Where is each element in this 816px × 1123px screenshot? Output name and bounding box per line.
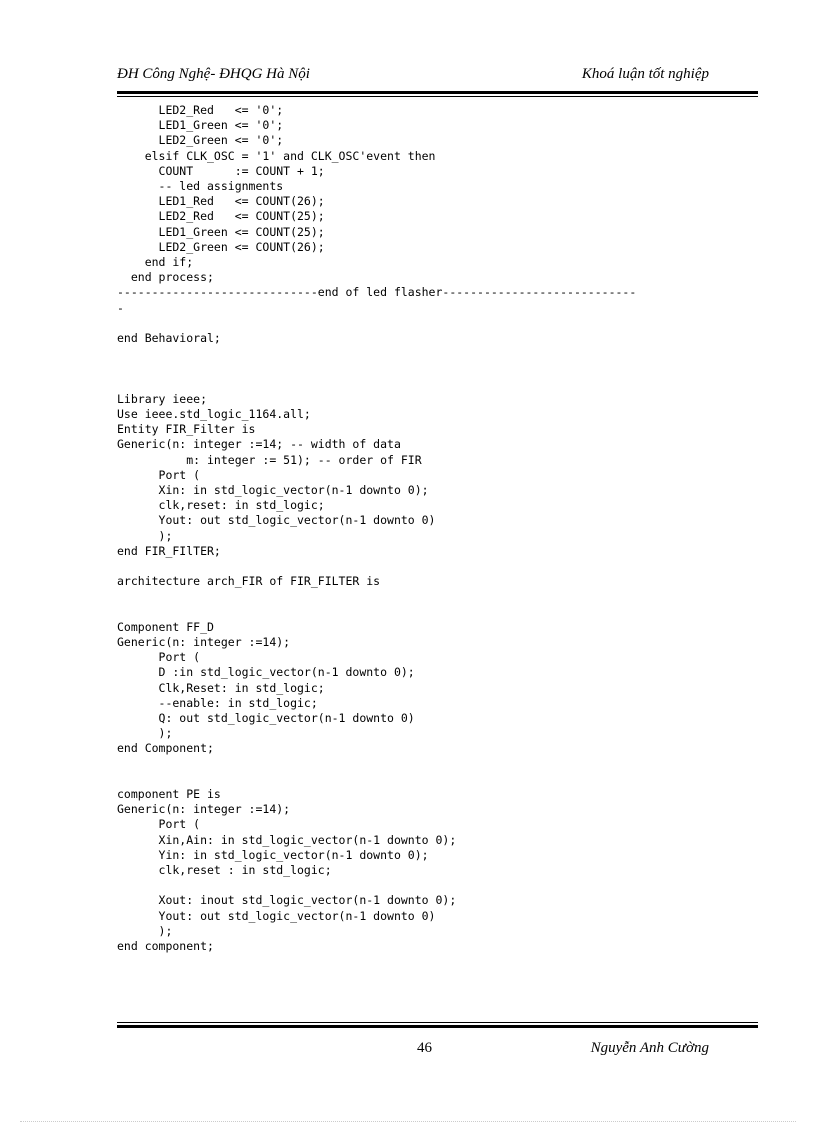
page-footer xyxy=(117,1040,758,1062)
code-line: Yout: out std_logic_vector(n-1 downto 0) xyxy=(117,513,436,528)
page-number: 46 xyxy=(417,1040,432,1056)
header-rule-thin xyxy=(117,96,758,97)
code-line: Xin: in std_logic_vector(n-1 downto 0); xyxy=(117,483,429,498)
code-line: LED1_Green <= '0'; xyxy=(117,118,284,133)
code-line: --enable: in std_logic; xyxy=(117,695,318,710)
code-line: LED2_Green <= COUNT(26); xyxy=(117,239,325,254)
code-line: clk,reset : in std_logic; xyxy=(117,863,332,878)
code-line: elsif CLK_OSC = '1' and CLK_OSC'event then xyxy=(117,148,436,163)
code-line: Generic(n: integer :=14); xyxy=(117,635,291,649)
code-line xyxy=(117,361,636,376)
code-line: Entity FIR_Filter is xyxy=(117,422,256,437)
code-line: component PE is xyxy=(117,787,221,801)
code-line: -- led assignments xyxy=(117,179,284,194)
code-line: -----------------------------end of led flasher---------------------------- xyxy=(117,285,637,300)
code-line: Yin: in std_logic_vector(n-1 downto 0); xyxy=(117,847,429,862)
code-line: Xin,Ain: in std_logic_vector(n-1 downto 0); xyxy=(117,832,457,847)
code-line: end FIR_FIlTER; xyxy=(117,543,221,558)
code-line: end if; xyxy=(117,255,194,270)
code-line: Port ( xyxy=(117,650,201,665)
header-document-type: Khoá luận tốt nghiệp xyxy=(581,66,709,82)
header-institution: ĐH Công Nghệ- ĐHQG Hà Nội xyxy=(117,66,310,82)
code-line: m: integer := 51); -- order of FIR xyxy=(117,452,422,467)
code-line: Use ieee.std_logic_1164.all; xyxy=(117,407,311,421)
code-line: end Behavioral; xyxy=(117,331,221,346)
footer-author: Nguyễn Anh Cường xyxy=(590,1040,709,1056)
code-line: Library ieee; xyxy=(117,391,208,406)
code-line: ); xyxy=(117,923,173,938)
header-rule-thick xyxy=(117,91,758,94)
code-line: LED1_Green <= COUNT(25); xyxy=(117,224,325,239)
code-line xyxy=(117,772,636,787)
code-line: Generic(n: integer :=14); xyxy=(117,802,291,817)
code-line: Q: out std_logic_vector(n-1 downto 0) xyxy=(117,711,415,726)
page-header xyxy=(117,66,758,88)
code-line: end process; xyxy=(117,270,214,285)
code-line xyxy=(117,589,636,604)
code-line: LED2_Red <= '0'; xyxy=(117,103,284,117)
code-line: LED2_Red <= COUNT(25); xyxy=(117,209,325,224)
code-line xyxy=(117,316,636,331)
code-line xyxy=(117,757,636,772)
code-line: clk,reset: in std_logic; xyxy=(117,498,325,513)
code-line: Component FF_D xyxy=(117,619,214,634)
code-line xyxy=(117,559,636,574)
page-edge-divider xyxy=(20,1121,796,1122)
code-line: Generic(n: integer :=14; -- width of data xyxy=(117,437,401,452)
code-line: LED1_Red <= COUNT(26); xyxy=(117,194,325,209)
code-line: end Component; xyxy=(117,741,214,756)
code-line: D :in std_logic_vector(n-1 downto 0); xyxy=(117,665,415,680)
code-line xyxy=(117,346,636,361)
code-line: COUNT := COUNT + 1; xyxy=(117,163,325,178)
code-line: - xyxy=(117,300,124,315)
code-line xyxy=(117,605,636,620)
vhdl-code-listing xyxy=(117,103,636,954)
code-line: Yout: out std_logic_vector(n-1 downto 0) xyxy=(117,908,436,923)
footer-rule-thin xyxy=(117,1022,758,1023)
code-line: architecture arch_FIR of FIR_FILTER is xyxy=(117,574,381,589)
code-line xyxy=(117,878,636,893)
code-line xyxy=(117,377,636,392)
code-line: Xout: inout std_logic_vector(n-1 downto 0); xyxy=(117,893,457,908)
code-line: Port ( xyxy=(117,467,201,482)
code-line: Port ( xyxy=(117,817,201,832)
code-line: Clk,Reset: in std_logic; xyxy=(117,680,325,695)
code-line: LED2_Green <= '0'; xyxy=(117,133,284,148)
code-line: end component; xyxy=(117,939,214,954)
footer-rule-thick xyxy=(117,1025,758,1028)
code-line: ); xyxy=(117,528,173,543)
code-line: ); xyxy=(117,726,173,741)
